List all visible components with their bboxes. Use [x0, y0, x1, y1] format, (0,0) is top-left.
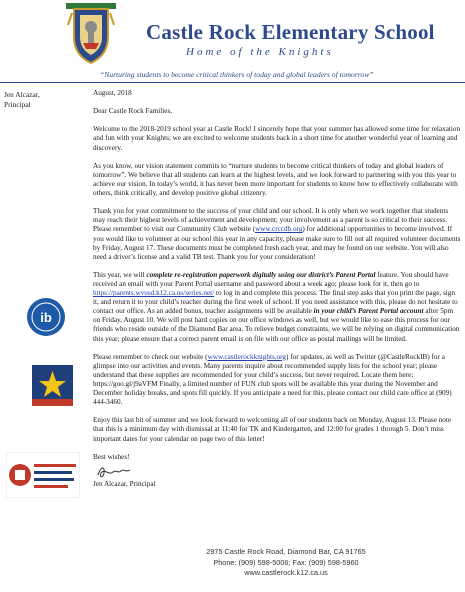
text-span: ) for additional opportunities to become involved. If you would like to volunteer at our school this year in any capacity, please make sure to fill out all required volunteer documents by Friday, August 17. These documents must be completed fresh each year, and may be found on our website. You will also need a driver’s license and a valid TB test. Thank you for your consideration!: [93, 225, 461, 261]
signature-block: [93, 453, 462, 489]
community-club-link[interactable]: www.crccdb.org: [255, 225, 303, 234]
header-divider: [0, 82, 465, 83]
text-span: to log in and complete this process. The final step asks that you print the page, sign it, and return it to your child’s teacher during the first week of school. If you need assistance with this, please do not hesitate to contact our office. As an added bonus, teacher assignments will be available: [93, 289, 458, 316]
text-span: Thank you for your commitment to the success of your child and our school. It is only when we work together that students may reach their highest levels of achievement and development; your involvement as a parent is so critical to their success. Please remember to visit our Community Club website (: [93, 207, 449, 234]
signature-name: Jen Alcazar, Principal: [93, 479, 156, 488]
paragraph-website: [93, 353, 462, 408]
school-name: Castle Rock Elementary School: [146, 20, 435, 44]
text-span: after 5pm on Friday, August 10. We will post hard copies on our office windows as well, but we would like to ease this process for our friends who reside outside of the Diamond Bar area. To relieve budget constraints, we will be relying on digital communication this year; please ensure that a correct parent email is on file with our office as postal mailings will be limited.: [93, 307, 460, 343]
paragraph-closing: Enjoy this last bit of summer and we look forward to welcoming all of our students back on Monday, August 13. Please note that this is a minimum day with dismissal at 11:40 for TK and Kindergarten, and 12:00 for grades 1 through 5. Don’t miss important dates for your calendar on page two of this letter!: [93, 416, 452, 443]
text-span: Please remember to check our website (: [93, 352, 208, 361]
text-span: ) for updates, as well as Twitter (@CastleRockIB) for a glimpse into our activities and events. Many parents inquire about recommended supply lists for the school year; please understand that these supplies are recommended for your child’s success, but never required. Locate them here: https://goo.gl/j9aVFM Finally, a limited number of FUN club spots will be available this year during the November and December holiday breaks, and spots fill quickly. If you anticipate a need for this, please contact our child care office at (909) 444-3460.: [93, 352, 452, 407]
signature-image: [95, 464, 133, 480]
school-tagline: “Nurturing students to become critical thinkers of today and global leaders of tomorrow”: [100, 70, 374, 79]
closing-phrase: Best wishes!: [93, 452, 130, 461]
paragraph-registration: [93, 271, 462, 344]
text-span: This year, we will: [93, 270, 147, 279]
letter-date: August, 2018: [93, 89, 132, 97]
school-website-link[interactable]: www.castlerockknights.org: [207, 352, 287, 361]
knight-crest-logo: [66, 3, 116, 65]
letter-salutation: Dear Castle Rock Families,: [93, 107, 173, 116]
parent-portal-link[interactable]: https://parents.wvusd.k12.ca.us/series.net/: [93, 289, 215, 298]
text-span: feature. You should have received an email with your Parent Portal username and password about a week ago; please look for it, then go to: [93, 270, 449, 288]
sidebar-principal-title: Principal: [4, 100, 31, 109]
emphasis-text: in your child’s Parent Portal account: [313, 307, 424, 316]
sidebar-principal: [4, 90, 40, 110]
paragraph-involvement: [93, 207, 462, 262]
paragraph-welcome: Welcome to the 2018-2019 school year at Castle Rock! I sincerely hope that your summer has allowed some time for relaxation and fun with your Knights; we are excited to welcome students back in a short time for another wonderful year of learning and discovery.: [93, 125, 461, 152]
ib-logo: [26, 297, 66, 337]
award-logo: [30, 363, 75, 408]
footer-phone: Phone: (909) 598-5006; Fax: (909) 598-5960: [213, 557, 359, 567]
footer-address: 2975 Castle Rock Road, Diamond Bar, CA 91765: [206, 547, 366, 556]
letter-body: [93, 89, 462, 489]
svg-text:ib: ib: [40, 310, 52, 325]
emphasis-text: complete re-registration paperwork digitally using our district’s Parent Portal: [146, 270, 376, 279]
california-business-education-excellence-logo: [6, 452, 80, 498]
footer-website[interactable]: www.castlerock.k12.ca.us: [244, 568, 328, 577]
paragraph-vision: As you know, our vision statement commits to “nurture students to become critical thinkers of today and global leaders of tomorrow”. We believe that all students can learn at the highest levels, and we look forward to partnering with you this year to achieve our vision. In today’s world, it has never been more important for students to know how to effectively collaborate with others, think critically, and develop positive global citizenry.: [93, 161, 458, 198]
sidebar-principal-name: Jen Alcazar,: [4, 90, 40, 99]
footer-contact: [186, 547, 386, 579]
letterhead: [0, 0, 465, 86]
school-subtitle: Home of the Knights: [186, 46, 334, 58]
